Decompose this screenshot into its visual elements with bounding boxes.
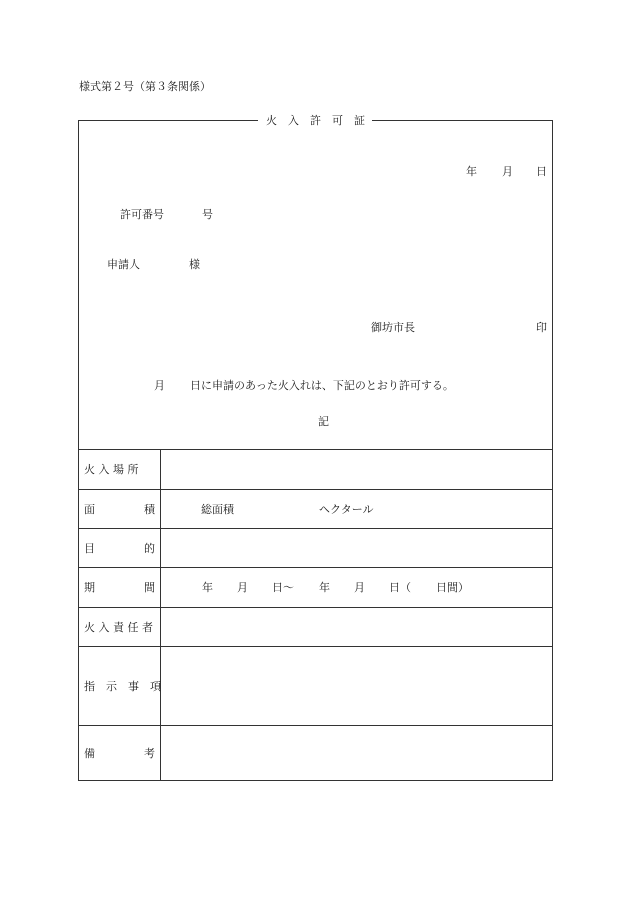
permit-number-suffix: 号 (202, 208, 213, 221)
applicant-honorific: 様 (189, 258, 200, 271)
statement-text: 日に申請のあった火入れは、下記のとおり許可する。 (190, 379, 454, 392)
purpose-label-left: 目 (84, 542, 95, 555)
remarks-field[interactable] (162, 728, 550, 778)
remarks-label-left: 備 (84, 747, 95, 760)
remarks-label-right: 考 (144, 747, 155, 760)
applicant-label: 申請人 (107, 258, 140, 271)
document-title: 火 入 許 可 証 (263, 114, 368, 127)
location-label: 火 入 場 所 (84, 463, 139, 476)
ki-label: 記 (318, 415, 329, 428)
purpose-field[interactable] (162, 531, 550, 565)
instructions-label: 指 示 事 項 (84, 680, 161, 693)
period-days: 日間） (436, 581, 469, 594)
period-end-month: 月 (354, 581, 365, 594)
purpose-label-right: 的 (144, 542, 155, 555)
statement-month: 月 (154, 379, 165, 392)
total-area-label: 総面積 (201, 503, 234, 516)
period-start-day: 日～ (272, 581, 294, 594)
supervisor-field[interactable] (162, 610, 550, 644)
period-end-year: 年 (319, 581, 330, 594)
period-start-month: 月 (237, 581, 248, 594)
supervisor-label: 火 入 責 任 者 (84, 621, 153, 634)
period-start-year: 年 (202, 581, 213, 594)
permit-number-label: 許可番号 (120, 208, 164, 221)
location-field[interactable] (162, 452, 550, 487)
hectare-unit: ヘクタール (319, 503, 374, 516)
date-year-label: 年 (466, 165, 477, 178)
form-number: 様式第２号（第３条関係） (79, 80, 211, 93)
period-label-left: 期 (84, 581, 95, 594)
seal-mark: 印 (536, 321, 547, 334)
period-label-right: 間 (144, 581, 155, 594)
date-month-label: 月 (502, 165, 513, 178)
instructions-field[interactable] (162, 649, 550, 723)
area-label-right: 積 (144, 503, 155, 516)
date-day-label: 日 (536, 165, 547, 178)
area-label-left: 面 (84, 503, 95, 516)
period-end-day: 日（ (389, 581, 411, 594)
issuer-name: 御坊市長 (371, 321, 415, 334)
